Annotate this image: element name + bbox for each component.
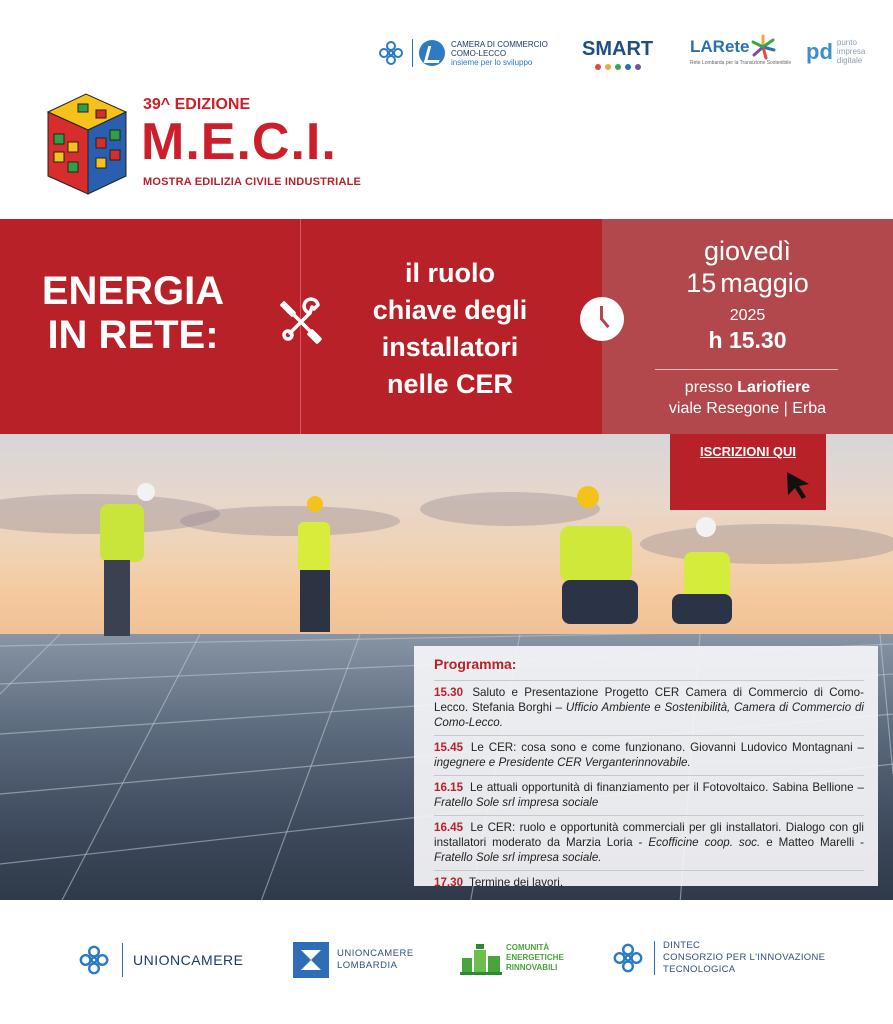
cer-line3: RINNOVABILI	[506, 963, 558, 972]
program-item	[434, 815, 864, 865]
program-item	[434, 775, 864, 810]
program-text: Le CER: ruolo e opportunità commerciali per gli installatori. Dialogo con gli installatori moderato da Marzia Loria -	[434, 821, 864, 849]
program-text: Termine dei lavori.	[469, 876, 564, 889]
cursor-arrow-icon	[784, 470, 812, 500]
program-role: ingegnere e Presidente CER Verganterinnovabile.	[434, 756, 691, 769]
program-role: Ufficio Ambiente e Sostenibilità, Camera di Commercio di Como-Lecco.	[434, 701, 864, 729]
punto-line2: impresa	[836, 47, 866, 56]
smart-dots-icon	[595, 64, 641, 70]
cciaa-logo	[376, 38, 548, 68]
wrench-screwdriver-icon	[274, 295, 326, 347]
punto-line1: punto	[836, 38, 857, 47]
title-band	[0, 219, 893, 434]
lombardia-square-icon	[293, 942, 329, 978]
program-item	[434, 870, 864, 890]
dintec-flower-icon	[610, 940, 646, 976]
subtitle-line3: installatori	[381, 332, 519, 362]
program-role: Fratello Sole srl impresa sociale	[434, 796, 599, 809]
lombardia-line1: UNIONCAMERE	[337, 948, 414, 959]
event-weekday: giovedì	[703, 236, 792, 266]
smart-logo	[582, 38, 653, 70]
event-year: 2025	[729, 307, 766, 324]
unioncamere-lombardia-logo	[293, 942, 414, 978]
cciaa-line2: COMO-LECCO	[451, 48, 507, 58]
program-role: Ecofficine coop. soc.	[648, 836, 761, 849]
main-title-line1: ENERGIA	[41, 269, 225, 313]
dintec-line3: TECNOLOGICA	[663, 964, 736, 975]
program-text: e Matteo Marelli -	[766, 836, 864, 849]
dintec-line1: DINTEC	[663, 940, 701, 951]
subtitle	[340, 255, 560, 403]
program-item	[434, 735, 864, 770]
cciaa-line1: CAMERA DI COMMERCIO	[451, 39, 548, 49]
program-item	[434, 680, 864, 730]
top-partner-logos	[370, 28, 870, 88]
unioncamere-logo	[76, 942, 244, 978]
dintec-logo	[610, 940, 825, 976]
pid-mark-icon: pd	[806, 38, 833, 64]
punto-impresa-digitale-logo	[806, 38, 865, 65]
cer-line1: COMUNITÀ	[506, 943, 550, 952]
registration-button[interactable]	[670, 434, 826, 510]
program-text: Saluto e Presentazione Progetto CER Camera di Commercio di Como-Lecco. Stefania Borghi –	[434, 686, 864, 714]
meci-subtitle: MOSTRA EDILIZIA CIVILE INDUSTRIALE	[143, 176, 362, 188]
main-title	[28, 269, 238, 357]
smart-wordmark: SMART	[582, 38, 654, 60]
program-box	[414, 646, 878, 889]
event-month: maggio	[720, 268, 809, 298]
larete-burst-icon	[750, 34, 776, 60]
program-role: Fratello Sole srl impresa sociale.	[434, 851, 602, 864]
footer-partner-logos	[0, 900, 893, 1024]
cer-line2: ENERGETICHE	[506, 953, 564, 962]
venue-name: Lariofiere	[737, 379, 811, 396]
dintec-line2: CONSORZIO PER L'INNOVAZIONE	[663, 952, 826, 963]
event-day: 15	[686, 268, 717, 298]
larete-tagline: Rete Lombarda per la Transizione Sostenibile	[690, 60, 792, 66]
program-heading: Programma:	[434, 656, 517, 672]
comunita-energetiche-logo	[460, 940, 564, 976]
meci-name: M.E.C.I.	[141, 113, 337, 171]
larete-logo	[690, 34, 791, 66]
subtitle-line2: chiave degli	[372, 295, 528, 325]
program-time: 15.30	[434, 686, 464, 699]
subtitle-line1: il ruolo	[405, 258, 495, 288]
meci-logo	[38, 90, 378, 200]
event-venue	[602, 377, 893, 419]
program-time: 16.15	[434, 781, 464, 794]
unioncamere-label: UNIONCAMERE	[133, 952, 244, 968]
program-text: Le CER: cosa sono e come funzionano. Giovanni Ludovico Montagnani –	[470, 741, 864, 754]
program-time: 16.45	[434, 821, 464, 834]
program-time: 17.30	[434, 876, 464, 889]
registration-label[interactable]: ISCRIZIONI QUI	[699, 444, 797, 459]
larete-wordmark: LARete	[690, 37, 750, 56]
venue-prefix: presso	[684, 379, 733, 396]
venue-address: viale Resegone | Erba	[668, 400, 827, 417]
program-text: Le attuali opportunità di finanziamento per il Fotovoltaico. Sabina Bellione –	[469, 781, 864, 794]
meci-edition: 39^ EDIZIONE	[143, 96, 251, 113]
unioncamere-flower-icon	[76, 942, 112, 978]
subtitle-line4: nelle CER	[386, 369, 514, 399]
event-time: h 15.30	[708, 327, 787, 353]
meci-cube-icon	[38, 90, 133, 198]
program-time: 15.45	[434, 741, 464, 754]
cer-community-icon	[460, 940, 502, 976]
lombardia-line2: LOMBARDIA	[337, 960, 398, 971]
punto-line3: digitale	[836, 56, 863, 65]
cciaa-mark-icon	[419, 40, 445, 66]
event-date	[602, 235, 893, 353]
main-title-line2: IN RETE:	[47, 313, 219, 357]
unioncamere-flower-icon	[376, 38, 406, 68]
cciaa-line3: insieme per lo sviluppo	[451, 57, 533, 67]
